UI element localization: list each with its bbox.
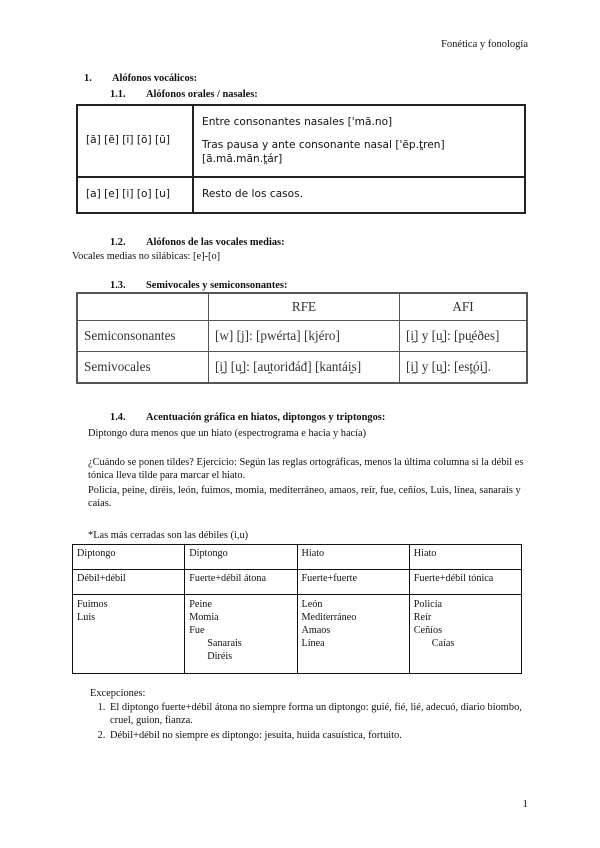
word: Fue [189,625,205,637]
rule-line: Entre consonantes nasales ['mã.no] [202,116,393,129]
subsection-title: Alófonos de las vocales medias: [146,237,285,248]
table-header-row [73,545,522,570]
table-cell: Semivocales [77,352,209,384]
word: Línea [301,638,325,650]
word: Reír [413,612,432,624]
section-1-heading [84,72,197,85]
subsection-title: Semivocales y semiconsonantes: [146,280,288,291]
subsection-1-3-heading [110,279,287,292]
paragraph: Diptongo dura menos que un hiato (espectrograma e hacia y hacía) [88,428,367,439]
table-cell: [i̯] y [u̯]: [pu̯éðes] [400,321,528,352]
word: Policía [413,599,443,610]
list-item: 2. Débil+débil no siempre es diptongo: jesuita, huida casuística, fortuito. [108,729,526,742]
table-row [77,105,525,177]
table-header-row [77,293,527,321]
word: Diréis [207,651,233,663]
paragraph: Policía, peine, diréis, león, fuimos, momia, mediterráneo, amaos, reír, fue, ceñíos, Luis, línea, sanarais y caías. [88,485,521,509]
table-row [77,352,527,384]
rule-line: Tras pausa y ante consonante nasal ['ẽp.t̪ren] [ã.mã.mãn.t̪ár] [202,139,445,165]
exceptions-title: Excepciones: [90,688,146,699]
section-title: Alófonos vocálicos: [112,73,198,84]
table-header-cell: Diptongo [73,545,185,570]
table-cell: [w] [j]: [pwérta] [kjéro] [209,321,400,352]
subsection-1-2-heading [110,236,285,249]
subsection-number: 1.1. [110,89,126,100]
table-row [77,321,527,352]
word: Momia [189,612,219,624]
table-header-cell: Hiato [297,545,409,570]
subsection-1-4-heading [110,411,385,424]
table-row [73,570,522,595]
table-cell: Resto de los casos. [193,177,525,213]
table-cell [409,595,521,674]
running-header: Fonética y fonología [441,39,528,50]
table-cell: [ã] [ẽ] [ĩ] [õ] [ũ] [77,105,193,177]
subsection-number: 1.2. [110,237,126,248]
word: Caías [431,638,455,650]
table-cell: Semiconsonantes [77,321,209,352]
table-cell: Fuerte+débil átona [185,570,297,595]
word: Amaos [301,625,331,637]
table-row [77,177,525,213]
table-cell [193,105,525,177]
table-cell: Fuerte+débil tónica [409,570,521,595]
subsection-title: Alófonos orales / nasales: [146,89,258,100]
table-cell [297,595,409,674]
table-cell: [i̯] y [u̯]: [est̪ói̯]. [400,352,528,384]
table-cell: [i̯] [u̯]: [au̯toriđáđ] [kantái̯s] [209,352,400,384]
subsection-number: 1.4. [110,412,126,423]
word: Mediterráneo [301,612,357,624]
diphthong-hiatus-table [72,544,522,674]
word: Sanarais [207,638,242,650]
table-row [73,595,522,674]
word: Peine [189,599,212,610]
oral-nasal-table [76,104,526,214]
subsection-1-1-heading [110,88,258,101]
subsection-number: 1.3. [110,280,126,291]
list-item: 1. El diptongo fuerte+débil átona no siempre forma un diptongo: guié, fié, lié, adecuó, diario biombo, cruel, guion, fianza. [108,701,526,727]
table-cell [185,595,297,674]
table-cell: [a] [e] [i] [o] [u] [77,177,193,213]
word: Fuimos [77,599,108,610]
note: *Las más cerradas son las débiles (i,u) [88,530,249,541]
paragraph: Vocales medias no silábicas: [e]-[o] [72,251,221,262]
table-header-cell: RFE [209,293,400,321]
table-cell: Fuerte+fuerte [297,570,409,595]
table-header-cell [77,293,209,321]
semivowel-table [76,292,528,384]
page-number: 1 [522,798,528,810]
exceptions-list [90,701,526,744]
table-header-cell: Diptongo [185,545,297,570]
word: Luis [77,612,96,624]
table-cell: Débil+débil [73,570,185,595]
table-header-cell: AFI [400,293,528,321]
subsection-title: Acentuación gráfica en hiatos, diptongos y triptongos: [146,412,386,423]
paragraph: ¿Cuándo se ponen tildes? Ejercicio: Según las reglas ortográficas, menos la última columna si la débil es tónica lleva tilde para marcar el hiato. [88,457,524,481]
word: León [301,599,323,610]
table-header-cell: Hiato [409,545,521,570]
table-cell [73,595,185,674]
word: Ceñíos [413,625,443,637]
section-number: 1. [84,73,92,84]
